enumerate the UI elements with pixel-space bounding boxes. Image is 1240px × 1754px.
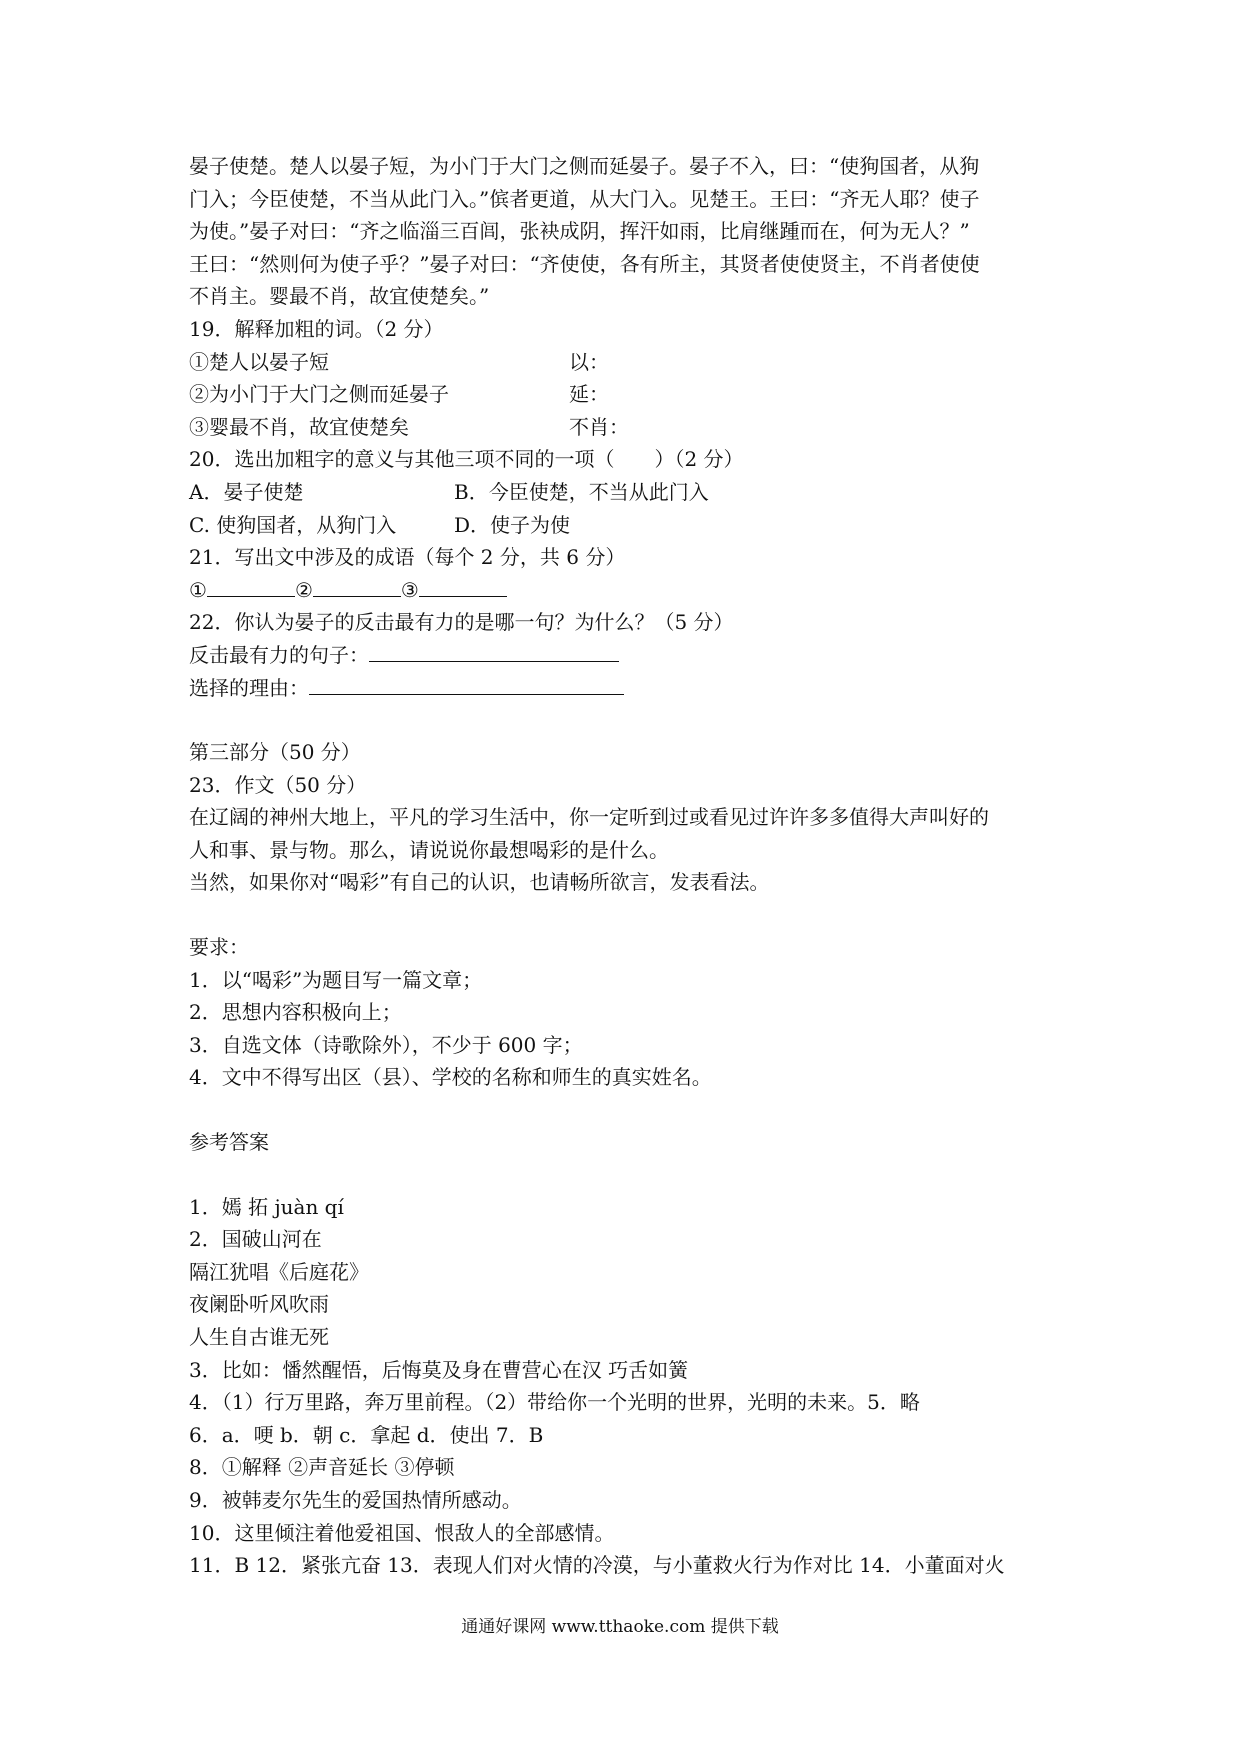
document-content — [189, 150, 1069, 1582]
answer-line: 1．嫣 拓 juàn qí — [189, 1194, 344, 1219]
answer-blank[interactable] — [309, 672, 624, 695]
question-22-answer-line — [189, 672, 1069, 705]
q22-sentence-label: 反击最有力的句子： — [189, 642, 369, 667]
question-19-row — [189, 378, 1069, 411]
spacer — [189, 1159, 1069, 1191]
question-19-row — [189, 411, 1069, 444]
question-23-title: 23．作文（50 分） — [189, 772, 367, 797]
answer-line: 6．a．哽 b．朝 c．拿起 d．使出 7．B — [189, 1422, 544, 1447]
question-20-options-row — [189, 509, 1069, 542]
requirement-item: 2．思想内容积极向上； — [189, 1000, 402, 1025]
passage-line: 不肖主。婴最不肖，故宜使楚矣。” — [189, 284, 490, 309]
question-22-answer-line — [189, 639, 1069, 672]
essay-prompt-line: 当然，如果你对“喝彩”有自己的认识，也请畅所欲言，发表看法。 — [189, 870, 770, 895]
answer-line: 4．（1）行万里路，奔万里前程。（2）带给你一个光明的世界，光明的未来。5．略 — [189, 1390, 920, 1415]
passage-line: 王曰：“然则何为使子乎？”晏子对曰：“齐使使，各有所主，其贤者使使贤主，不肖者使使 — [189, 251, 980, 276]
question-21-blanks — [189, 574, 1069, 607]
essay-prompt-line: 在辽阔的神州大地上，平凡的学习生活中，你一定听到过或看见过许许多多值得大声叫好的 — [189, 805, 989, 830]
q20-option-d: D．使子为使 — [454, 512, 571, 537]
answer-line: 2．国破山河在 — [189, 1227, 322, 1252]
answer-line: 夜阑卧听风吹雨 — [189, 1292, 329, 1317]
q19-sentence: ③婴最不肖，故宜使楚矣 — [189, 414, 409, 439]
answer-line: 人生自古谁无死 — [189, 1325, 329, 1349]
part-3-title: 第三部分（50 分） — [189, 740, 361, 765]
passage-line: 门入；今臣使楚，不当从此门入。”傧者更道，从大门入。见楚王。王曰：“齐无人耶？使子 — [189, 186, 980, 211]
question-19-row — [189, 346, 1069, 379]
answer-line: 10．这里倾注着他爱祖国、恨敌人的全部感情。 — [189, 1520, 615, 1545]
q20-option-c: C. 使狗国者，从狗门入 — [189, 512, 397, 537]
answer-line: 隔江犹唱《后庭花》 — [189, 1259, 369, 1284]
q19-word: 不肖： — [569, 414, 629, 439]
requirement-item: 4．文中不得写出区（县）、学校的名称和师生的真实姓名。 — [189, 1065, 712, 1090]
requirement-item: 1．以“喝彩”为题目写一篇文章； — [189, 967, 483, 992]
spacer — [189, 899, 1069, 931]
q20-option-b: B．今臣使楚，不当从此门入 — [454, 479, 709, 504]
q19-sentence: ②为小门于大门之侧而延晏子 — [189, 382, 449, 407]
question-21-title: 21．写出文中涉及的成语（每个 2 分，共 6 分） — [189, 545, 626, 570]
q22-reason-label: 选择的理由： — [189, 675, 309, 700]
requirements-title: 要求： — [189, 935, 249, 960]
answer-blank[interactable] — [207, 574, 295, 597]
q19-word: 以： — [569, 349, 609, 374]
answer-line: 8．①解释 ②声音延长 ③停顿 — [189, 1455, 455, 1480]
question-20-title: 20．选出加粗字的意义与其他三项不同的一项（ ）（2 分） — [189, 447, 744, 472]
answer-blank[interactable] — [313, 574, 401, 597]
answer-line: 3．比如：憣然醒悟，后悔莫及身在曹营心在汉 巧舌如簧 — [189, 1357, 689, 1382]
q20-option-a: A．晏子使楚 — [189, 479, 304, 504]
question-20-options-row — [189, 476, 1069, 509]
q21-marker: ③ — [400, 577, 419, 602]
q21-marker: ② — [294, 577, 313, 602]
passage-line: 为使。”晏子对曰：“齐之临淄三百闾，张袂成阴，挥汗如雨，比肩继踵而在，何为无人？” — [189, 219, 970, 244]
question-19-title: 19．解释加粗的词。（2 分） — [189, 316, 444, 341]
answer-line: 11．B 12．紧张亢奋 13．表现人们对火情的冷漠，与小董救火行为作对比 14．小董面对火 — [189, 1553, 1005, 1578]
q19-sentence: ①楚人以晏子短 — [189, 349, 329, 374]
answer-blank[interactable] — [419, 574, 507, 597]
answer-line: 9．被韩麦尔先生的爱国热情所感动。 — [189, 1487, 522, 1512]
answer-blank[interactable] — [369, 639, 619, 662]
question-22-title: 22．你认为晏子的反击最有力的是哪一句？为什么？（5 分） — [189, 610, 734, 635]
passage-line: 晏子使楚。楚人以晏子短，为小门于大门之侧而延晏子。晏子不入，曰：“使狗国者，从狗 — [189, 154, 980, 178]
spacer — [189, 704, 1069, 736]
requirement-item: 3．自选文体（诗歌除外），不少于 600 字； — [189, 1032, 583, 1057]
spacer — [189, 1094, 1069, 1126]
page-footer: 通通好课网 www.tthaoke.com 提供下载 — [461, 1617, 779, 1637]
q19-word: 延： — [569, 382, 609, 407]
essay-prompt-line: 人和事、景与物。那么，请说说你最想喝彩的是什么。 — [189, 837, 669, 862]
classical-passage — [189, 150, 1069, 313]
answers-title: 参考答案 — [189, 1130, 269, 1155]
q21-marker: ① — [189, 577, 207, 602]
